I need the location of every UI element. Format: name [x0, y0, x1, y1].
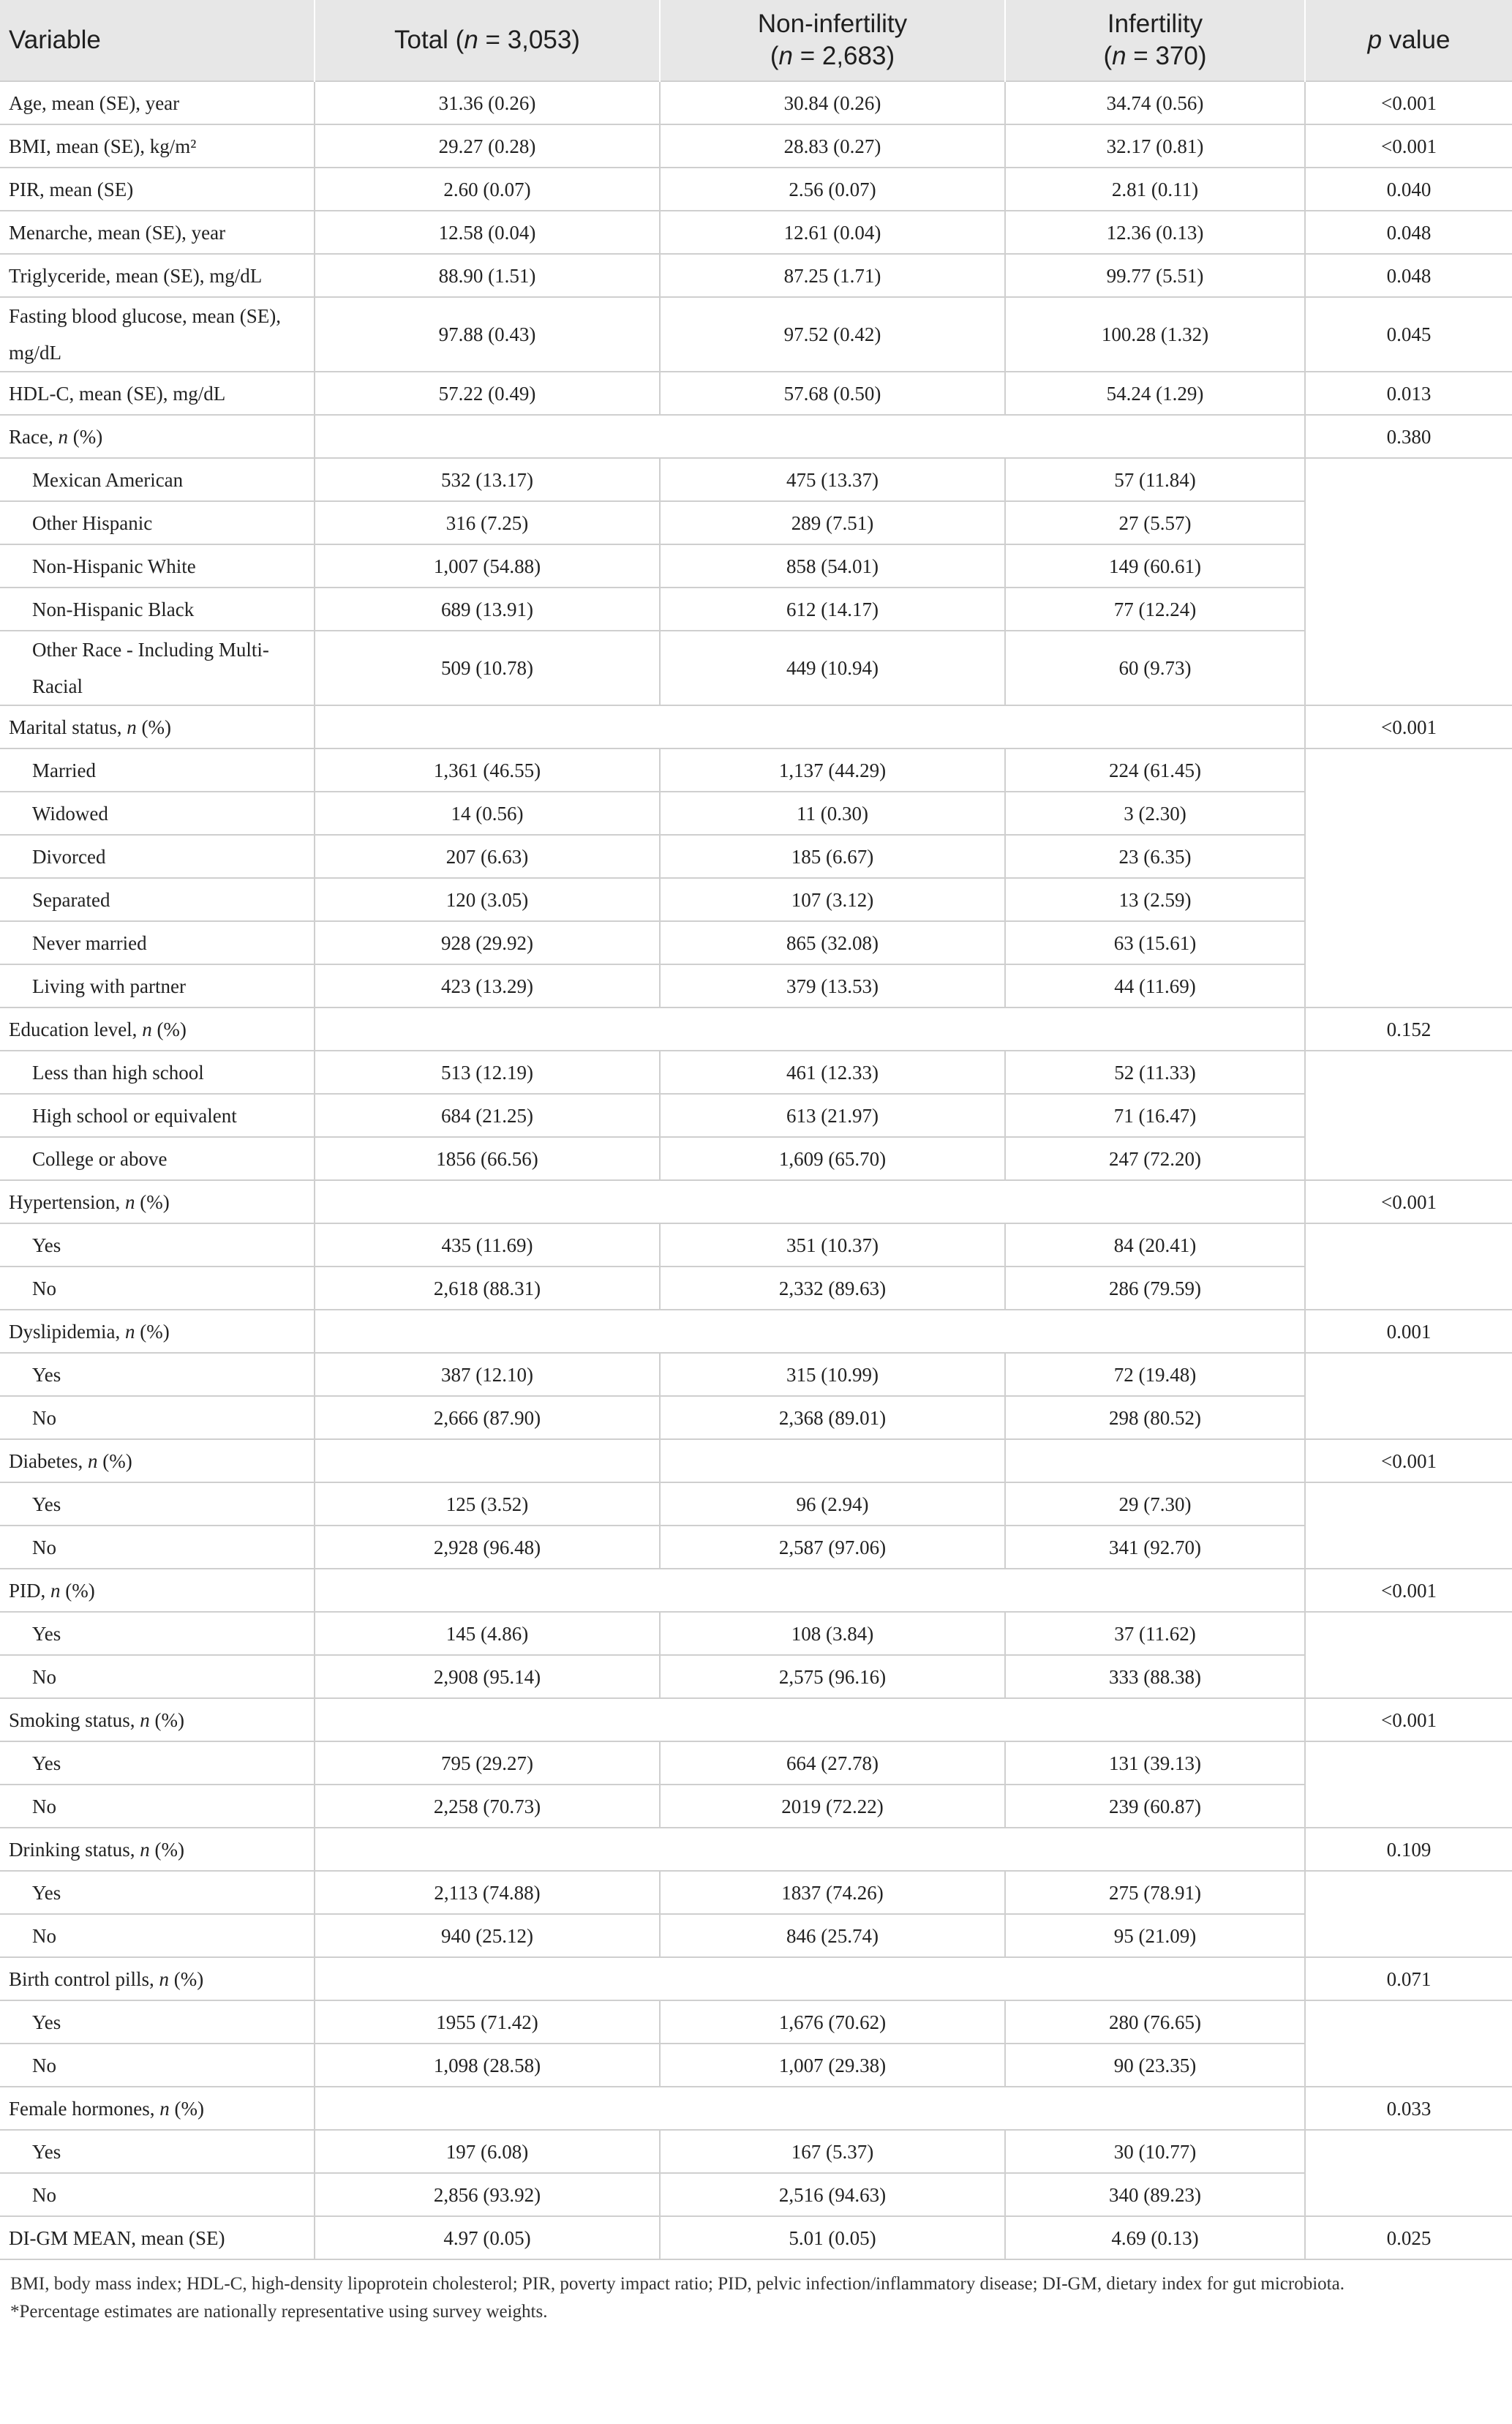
group-header-row	[0, 1698, 1512, 1741]
row-label: Yes	[0, 2000, 315, 2044]
header-non-infertility-count: (n = 2,683)	[770, 42, 895, 70]
p-value-cell: <0.001	[1305, 1180, 1512, 1223]
non-infertility-cell	[660, 1439, 1005, 1482]
row-label: Age, mean (SE), year	[0, 81, 315, 124]
total-cell: 423 (13.29)	[315, 964, 660, 1008]
infertility-cell: 3 (2.30)	[1005, 792, 1305, 835]
row-label: Non-Hispanic Black	[0, 588, 315, 631]
row-label: Yes	[0, 1871, 315, 1914]
non-infertility-cell: 2,332 (89.63)	[660, 1267, 1005, 1310]
non-infertility-cell: 289 (7.51)	[660, 501, 1005, 544]
row-label: No	[0, 1267, 315, 1310]
row-label: Education level, n (%)	[0, 1008, 315, 1051]
p-value-cell: 0.109	[1305, 1828, 1512, 1871]
p-value-cell	[1305, 2044, 1512, 2087]
infertility-cell: 280 (76.65)	[1005, 2000, 1305, 2044]
group-spacer-cell	[315, 1569, 1305, 1612]
p-value-cell	[1305, 2130, 1512, 2173]
p-value-cell	[1305, 2173, 1512, 2216]
table-row	[0, 211, 1512, 254]
p-value-cell: <0.001	[1305, 81, 1512, 124]
p-value-cell	[1305, 921, 1512, 964]
header-infertility	[1005, 0, 1305, 81]
total-cell: 197 (6.08)	[315, 2130, 660, 2173]
p-value-cell	[1305, 1482, 1512, 1526]
subcategory-row	[0, 1914, 1512, 1957]
non-infertility-cell: 107 (3.12)	[660, 878, 1005, 921]
header-variable: Variable	[0, 0, 315, 81]
row-label: Dyslipidemia, n (%)	[0, 1310, 315, 1353]
total-cell: 120 (3.05)	[315, 878, 660, 921]
p-value-cell	[1305, 458, 1512, 501]
table-row	[0, 2216, 1512, 2259]
row-label: Separated	[0, 878, 315, 921]
subcategory-row	[0, 1267, 1512, 1310]
row-label: Living with partner	[0, 964, 315, 1008]
p-value-cell	[1305, 792, 1512, 835]
row-label: Less than high school	[0, 1051, 315, 1094]
subcategory-row	[0, 878, 1512, 921]
non-infertility-cell: 461 (12.33)	[660, 1051, 1005, 1094]
row-label: Yes	[0, 2130, 315, 2173]
infertility-cell: 333 (88.38)	[1005, 1655, 1305, 1698]
infertility-cell: 63 (15.61)	[1005, 921, 1305, 964]
infertility-cell: 224 (61.45)	[1005, 748, 1305, 792]
header-non-infertility-name: Non-infertility	[757, 10, 908, 38]
header-total: Total (n = 3,053)	[315, 0, 660, 81]
non-infertility-cell: 2019 (72.22)	[660, 1785, 1005, 1828]
row-label: No	[0, 1526, 315, 1569]
p-value-cell	[1305, 1353, 1512, 1396]
p-value-cell	[1305, 1785, 1512, 1828]
group-header-row	[0, 1439, 1512, 1482]
non-infertility-cell: 30.84 (0.26)	[660, 81, 1005, 124]
p-value-cell	[1305, 1396, 1512, 1439]
infertility-cell: 84 (20.41)	[1005, 1223, 1305, 1267]
infertility-cell: 29 (7.30)	[1005, 1482, 1305, 1526]
p-value-cell: 0.040	[1305, 168, 1512, 211]
p-value-cell	[1305, 1612, 1512, 1655]
subcategory-row	[0, 792, 1512, 835]
p-value-cell	[1305, 878, 1512, 921]
non-infertility-cell: 185 (6.67)	[660, 835, 1005, 878]
p-value-cell: 0.013	[1305, 372, 1512, 415]
total-cell: 2,856 (93.92)	[315, 2173, 660, 2216]
row-label: No	[0, 2044, 315, 2087]
non-infertility-cell: 2.56 (0.07)	[660, 168, 1005, 211]
total-cell: 795 (29.27)	[315, 1741, 660, 1785]
subcategory-row	[0, 1353, 1512, 1396]
infertility-cell: 2.81 (0.11)	[1005, 168, 1305, 211]
group-header-row	[0, 1828, 1512, 1871]
total-cell: 31.36 (0.26)	[315, 81, 660, 124]
infertility-cell: 32.17 (0.81)	[1005, 124, 1305, 168]
p-value-cell	[1305, 1223, 1512, 1267]
subcategory-row	[0, 2173, 1512, 2216]
group-header-row	[0, 705, 1512, 748]
subcategory-row	[0, 964, 1512, 1008]
group-header-row	[0, 2087, 1512, 2130]
row-label: Divorced	[0, 835, 315, 878]
subcategory-row	[0, 1526, 1512, 1569]
infertility-cell: 34.74 (0.56)	[1005, 81, 1305, 124]
total-cell: 145 (4.86)	[315, 1612, 660, 1655]
total-cell: 88.90 (1.51)	[315, 254, 660, 297]
row-label: Yes	[0, 1612, 315, 1655]
subcategory-row	[0, 748, 1512, 792]
subcategory-row	[0, 1396, 1512, 1439]
p-value-cell: 0.048	[1305, 211, 1512, 254]
p-value-cell: <0.001	[1305, 124, 1512, 168]
non-infertility-cell: 167 (5.37)	[660, 2130, 1005, 2173]
subcategory-row	[0, 1482, 1512, 1526]
row-label: Married	[0, 748, 315, 792]
table-row	[0, 168, 1512, 211]
infertility-cell: 239 (60.87)	[1005, 1785, 1305, 1828]
row-label: Female hormones, n (%)	[0, 2087, 315, 2130]
p-value-cell: 0.380	[1305, 415, 1512, 458]
group-header-row	[0, 1957, 1512, 2000]
non-infertility-cell: 379 (13.53)	[660, 964, 1005, 1008]
p-value-cell	[1305, 631, 1512, 705]
subcategory-row	[0, 544, 1512, 588]
total-cell: 2,908 (95.14)	[315, 1655, 660, 1698]
non-infertility-cell: 28.83 (0.27)	[660, 124, 1005, 168]
p-value-cell	[1305, 1914, 1512, 1957]
infertility-cell: 54.24 (1.29)	[1005, 372, 1305, 415]
row-label: Smoking status, n (%)	[0, 1698, 315, 1741]
p-value-cell	[1305, 748, 1512, 792]
subcategory-row	[0, 1094, 1512, 1137]
subcategory-row	[0, 1741, 1512, 1785]
p-value-cell: 0.001	[1305, 1310, 1512, 1353]
total-cell: 2,113 (74.88)	[315, 1871, 660, 1914]
subcategory-row	[0, 1612, 1512, 1655]
row-label: Widowed	[0, 792, 315, 835]
non-infertility-cell: 1,007 (29.38)	[660, 2044, 1005, 2087]
row-label: Other Race - Including Multi-Racial	[0, 631, 315, 705]
infertility-cell: 30 (10.77)	[1005, 2130, 1305, 2173]
table-row	[0, 297, 1512, 372]
infertility-cell: 27 (5.57)	[1005, 501, 1305, 544]
total-cell: 1,361 (46.55)	[315, 748, 660, 792]
row-label: No	[0, 1914, 315, 1957]
total-cell: 12.58 (0.04)	[315, 211, 660, 254]
non-infertility-cell: 351 (10.37)	[660, 1223, 1005, 1267]
subcategory-row	[0, 1223, 1512, 1267]
row-label: No	[0, 1785, 315, 1828]
p-value-cell: 0.152	[1305, 1008, 1512, 1051]
row-label: Never married	[0, 921, 315, 964]
total-cell: 689 (13.91)	[315, 588, 660, 631]
non-infertility-cell: 1,609 (65.70)	[660, 1137, 1005, 1180]
p-value-cell	[1305, 1267, 1512, 1310]
non-infertility-cell: 858 (54.01)	[660, 544, 1005, 588]
total-cell: 435 (11.69)	[315, 1223, 660, 1267]
row-label: Yes	[0, 1353, 315, 1396]
p-value-cell	[1305, 1655, 1512, 1698]
total-cell: 2,666 (87.90)	[315, 1396, 660, 1439]
total-cell: 4.97 (0.05)	[315, 2216, 660, 2259]
footnote-weights: *Percentage estimates are nationally representative using survey weights.	[10, 2302, 548, 2322]
non-infertility-cell: 1837 (74.26)	[660, 1871, 1005, 1914]
subcategory-row	[0, 835, 1512, 878]
subcategory-row	[0, 2130, 1512, 2173]
subcategory-row	[0, 1871, 1512, 1914]
subcategory-row	[0, 631, 1512, 705]
group-header-row	[0, 1180, 1512, 1223]
total-cell: 14 (0.56)	[315, 792, 660, 835]
p-value-cell	[1305, 1526, 1512, 1569]
row-label: DI-GM MEAN, mean (SE)	[0, 2216, 315, 2259]
row-label: PID, n (%)	[0, 1569, 315, 1612]
header-infertility-count: (n = 370)	[1103, 42, 1207, 70]
subcategory-row	[0, 1785, 1512, 1828]
total-cell: 2,618 (88.31)	[315, 1267, 660, 1310]
p-value-cell	[1305, 2000, 1512, 2044]
p-value-cell: <0.001	[1305, 705, 1512, 748]
footnote-abbreviations: BMI, body mass index; HDL-C, high-density lipoprotein cholesterol; PIR, poverty impact ratio; PID, pelvic infection/inflammatory disease; DI-GM, dietary index for gut microbiota.	[10, 2274, 1344, 2294]
infertility-cell: 247 (72.20)	[1005, 1137, 1305, 1180]
total-cell: 1856 (66.56)	[315, 1137, 660, 1180]
table-header	[0, 0, 1512, 81]
infertility-cell: 72 (19.48)	[1005, 1353, 1305, 1396]
row-label: Diabetes, n (%)	[0, 1439, 315, 1482]
subcategory-row	[0, 501, 1512, 544]
infertility-cell: 23 (6.35)	[1005, 835, 1305, 878]
row-label: High school or equivalent	[0, 1094, 315, 1137]
non-infertility-cell: 57.68 (0.50)	[660, 372, 1005, 415]
total-cell: 513 (12.19)	[315, 1051, 660, 1094]
infertility-cell: 340 (89.23)	[1005, 2173, 1305, 2216]
header-infertility-name: Infertility	[1107, 10, 1203, 38]
non-infertility-cell: 664 (27.78)	[660, 1741, 1005, 1785]
non-infertility-cell: 108 (3.84)	[660, 1612, 1005, 1655]
infertility-cell: 60 (9.73)	[1005, 631, 1305, 705]
group-spacer-cell	[315, 1828, 1305, 1871]
row-label: College or above	[0, 1137, 315, 1180]
infertility-cell: 131 (39.13)	[1005, 1741, 1305, 1785]
p-value-cell	[1305, 835, 1512, 878]
row-label: No	[0, 1655, 315, 1698]
row-label: Triglyceride, mean (SE), mg/dL	[0, 254, 315, 297]
non-infertility-cell: 2,516 (94.63)	[660, 2173, 1005, 2216]
row-label: Other Hispanic	[0, 501, 315, 544]
subcategory-row	[0, 1655, 1512, 1698]
row-label: Mexican American	[0, 458, 315, 501]
table-row	[0, 372, 1512, 415]
infertility-cell: 275 (78.91)	[1005, 1871, 1305, 1914]
group-spacer-cell	[315, 705, 1305, 748]
row-label: Yes	[0, 1223, 315, 1267]
total-cell: 928 (29.92)	[315, 921, 660, 964]
non-infertility-cell: 11 (0.30)	[660, 792, 1005, 835]
p-value-cell	[1305, 1051, 1512, 1094]
total-cell: 316 (7.25)	[315, 501, 660, 544]
non-infertility-cell: 613 (21.97)	[660, 1094, 1005, 1137]
p-value-cell: 0.033	[1305, 2087, 1512, 2130]
row-label: No	[0, 2173, 315, 2216]
p-value-cell: <0.001	[1305, 1698, 1512, 1741]
row-label: Non-Hispanic White	[0, 544, 315, 588]
row-label: Fasting blood glucose, mean (SE), mg/dL	[0, 297, 315, 372]
non-infertility-cell: 96 (2.94)	[660, 1482, 1005, 1526]
non-infertility-cell: 2,368 (89.01)	[660, 1396, 1005, 1439]
p-value-cell: <0.001	[1305, 1439, 1512, 1482]
total-cell: 684 (21.25)	[315, 1094, 660, 1137]
subcategory-row	[0, 1137, 1512, 1180]
non-infertility-cell: 1,676 (70.62)	[660, 2000, 1005, 2044]
total-cell: 207 (6.63)	[315, 835, 660, 878]
non-infertility-cell: 449 (10.94)	[660, 631, 1005, 705]
total-cell: 1,098 (28.58)	[315, 2044, 660, 2087]
infertility-cell: 12.36 (0.13)	[1005, 211, 1305, 254]
infertility-cell: 100.28 (1.32)	[1005, 297, 1305, 372]
group-header-row	[0, 1310, 1512, 1353]
infertility-cell	[1005, 1439, 1305, 1482]
total-cell: 509 (10.78)	[315, 631, 660, 705]
non-infertility-cell: 865 (32.08)	[660, 921, 1005, 964]
non-infertility-cell: 475 (13.37)	[660, 458, 1005, 501]
row-label: Yes	[0, 1482, 315, 1526]
infertility-cell: 90 (23.35)	[1005, 2044, 1305, 2087]
infertility-cell: 77 (12.24)	[1005, 588, 1305, 631]
subcategory-row	[0, 1051, 1512, 1094]
row-label: Yes	[0, 1741, 315, 1785]
p-value-cell	[1305, 501, 1512, 544]
row-label: Birth control pills, n (%)	[0, 1957, 315, 2000]
table-footnotes	[0, 2260, 1512, 2326]
row-label: HDL-C, mean (SE), mg/dL	[0, 372, 315, 415]
non-infertility-cell: 2,575 (96.16)	[660, 1655, 1005, 1698]
p-value-cell	[1305, 1741, 1512, 1785]
group-spacer-cell	[315, 1008, 1305, 1051]
total-cell: 1,007 (54.88)	[315, 544, 660, 588]
infertility-cell: 57 (11.84)	[1005, 458, 1305, 501]
total-cell	[315, 1439, 660, 1482]
total-cell: 2,928 (96.48)	[315, 1526, 660, 1569]
row-label: Drinking status, n (%)	[0, 1828, 315, 1871]
table-row	[0, 81, 1512, 124]
p-value-cell	[1305, 1094, 1512, 1137]
non-infertility-cell: 2,587 (97.06)	[660, 1526, 1005, 1569]
total-cell: 1955 (71.42)	[315, 2000, 660, 2044]
non-infertility-cell: 612 (14.17)	[660, 588, 1005, 631]
group-spacer-cell	[315, 1698, 1305, 1741]
infertility-cell: 341 (92.70)	[1005, 1526, 1305, 1569]
total-cell: 940 (25.12)	[315, 1914, 660, 1957]
row-label: Marital status, n (%)	[0, 705, 315, 748]
group-spacer-cell	[315, 1180, 1305, 1223]
non-infertility-cell: 12.61 (0.04)	[660, 211, 1005, 254]
total-cell: 2.60 (0.07)	[315, 168, 660, 211]
subcategory-row	[0, 2044, 1512, 2087]
infertility-cell: 298 (80.52)	[1005, 1396, 1305, 1439]
row-label: BMI, mean (SE), kg/m²	[0, 124, 315, 168]
p-value-cell: 0.071	[1305, 1957, 1512, 2000]
row-label: Race, n (%)	[0, 415, 315, 458]
non-infertility-cell: 846 (25.74)	[660, 1914, 1005, 1957]
subcategory-row	[0, 588, 1512, 631]
group-header-row	[0, 1008, 1512, 1051]
row-label: Menarche, mean (SE), year	[0, 211, 315, 254]
infertility-cell: 4.69 (0.13)	[1005, 2216, 1305, 2259]
non-infertility-cell: 1,137 (44.29)	[660, 748, 1005, 792]
group-spacer-cell	[315, 415, 1305, 458]
non-infertility-cell: 97.52 (0.42)	[660, 297, 1005, 372]
total-cell: 57.22 (0.49)	[315, 372, 660, 415]
subcategory-row	[0, 921, 1512, 964]
table-row	[0, 124, 1512, 168]
infertility-cell: 13 (2.59)	[1005, 878, 1305, 921]
header-non-infertility	[660, 0, 1005, 81]
row-label: No	[0, 1396, 315, 1439]
infertility-cell: 286 (79.59)	[1005, 1267, 1305, 1310]
p-value-cell	[1305, 544, 1512, 588]
p-value-cell	[1305, 588, 1512, 631]
infertility-cell: 149 (60.61)	[1005, 544, 1305, 588]
infertility-cell: 37 (11.62)	[1005, 1612, 1305, 1655]
infertility-cell: 44 (11.69)	[1005, 964, 1305, 1008]
p-value-cell: 0.045	[1305, 297, 1512, 372]
non-infertility-cell: 315 (10.99)	[660, 1353, 1005, 1396]
group-spacer-cell	[315, 1310, 1305, 1353]
group-header-row	[0, 1569, 1512, 1612]
total-cell: 97.88 (0.43)	[315, 297, 660, 372]
row-label: PIR, mean (SE)	[0, 168, 315, 211]
total-cell: 125 (3.52)	[315, 1482, 660, 1526]
infertility-cell: 99.77 (5.51)	[1005, 254, 1305, 297]
non-infertility-cell: 87.25 (1.71)	[660, 254, 1005, 297]
total-cell: 387 (12.10)	[315, 1353, 660, 1396]
non-infertility-cell: 5.01 (0.05)	[660, 2216, 1005, 2259]
group-spacer-cell	[315, 2087, 1305, 2130]
p-value-cell: 0.048	[1305, 254, 1512, 297]
table-row	[0, 254, 1512, 297]
infertility-cell: 95 (21.09)	[1005, 1914, 1305, 1957]
infertility-cell: 71 (16.47)	[1005, 1094, 1305, 1137]
p-value-cell	[1305, 964, 1512, 1008]
row-label: Hypertension, n (%)	[0, 1180, 315, 1223]
p-value-cell	[1305, 1137, 1512, 1180]
total-cell: 29.27 (0.28)	[315, 124, 660, 168]
table-body	[0, 81, 1512, 2259]
group-spacer-cell	[315, 1957, 1305, 2000]
subcategory-row	[0, 2000, 1512, 2044]
group-header-row	[0, 415, 1512, 458]
p-value-cell	[1305, 1871, 1512, 1914]
header-p-value: p value	[1305, 0, 1512, 81]
total-cell: 2,258 (70.73)	[315, 1785, 660, 1828]
header-row	[0, 0, 1512, 81]
infertility-cell: 52 (11.33)	[1005, 1051, 1305, 1094]
total-cell: 532 (13.17)	[315, 458, 660, 501]
subcategory-row	[0, 458, 1512, 501]
p-value-cell: 0.025	[1305, 2216, 1512, 2259]
p-value-cell: <0.001	[1305, 1569, 1512, 1612]
